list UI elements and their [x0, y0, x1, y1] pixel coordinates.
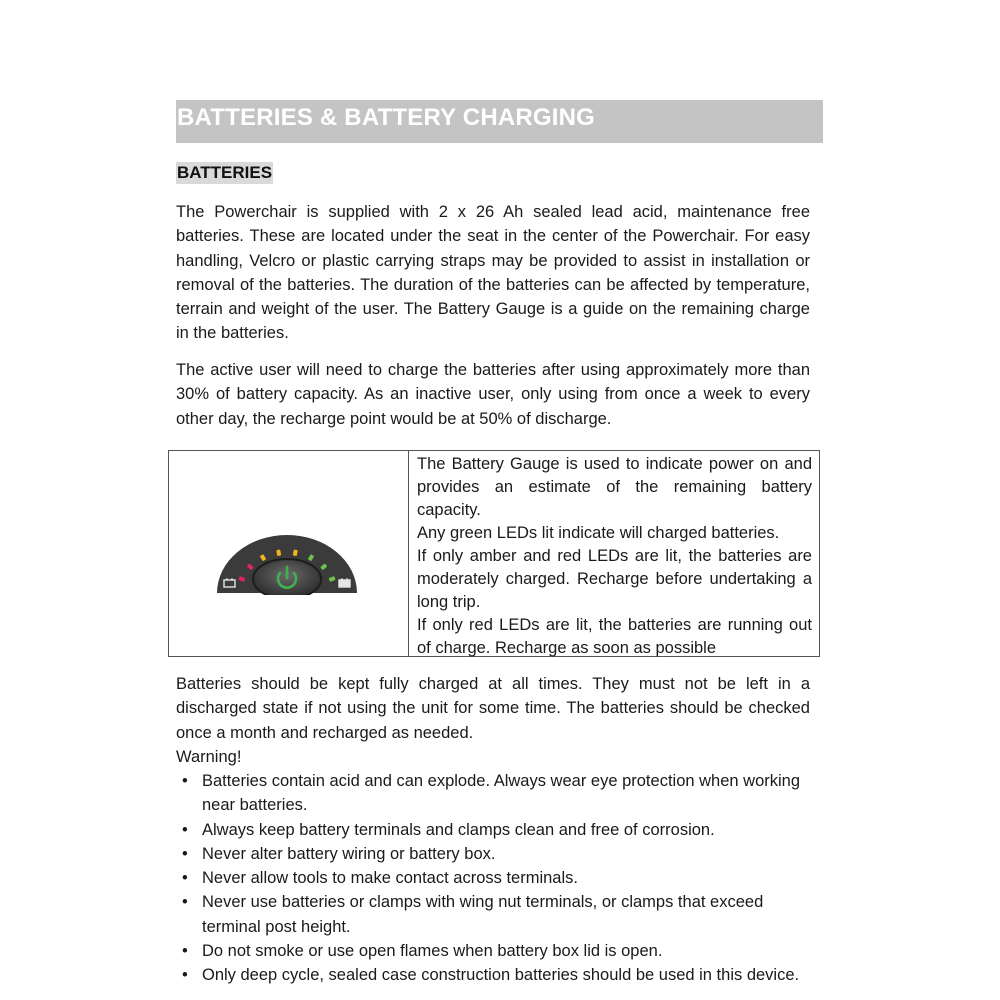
warning-list [176, 769, 816, 988]
gauge-description-line: If only amber and red LEDs are lit, the batteries are moderately charged. Recharge before undertaking a long trip. [417, 547, 812, 611]
battery-gauge-icon [215, 533, 359, 595]
bullet-icon: • [182, 844, 188, 863]
warning-item: • Only deep cycle, sealed case construction batteries should be used in this device. [176, 963, 816, 987]
warning-item: • Never alter battery wiring or battery box. [176, 842, 816, 866]
maintenance-paragraph: Batteries should be kept fully charged at all times. They must not be left in a discharged state if not using the unit for some time. The batteries should be checked once a month and recharged as needed. [176, 675, 810, 742]
warning-item: • Batteries contain acid and can explode. Always wear eye protection when working near batteries. [176, 769, 816, 818]
warning-label: Warning! [176, 748, 242, 766]
bullet-icon: • [182, 869, 188, 888]
bullet-icon: • [182, 820, 188, 839]
bullet-icon: • [182, 772, 188, 790]
bullet-icon: • [182, 893, 188, 912]
section-title-banner [176, 100, 823, 143]
gauge-description-line: Any green LEDs lit indicate will charged batteries. [417, 524, 780, 542]
full-battery-icon [339, 579, 350, 588]
gauge-description-line: The Battery Gauge is used to indicate power on and provides an estimate of the remaining battery capacity. [417, 455, 812, 519]
section-title: BATTERIES & BATTERY CHARGING [177, 104, 596, 131]
warning-item: • Do not smoke or use open flames when battery box lid is open. [176, 939, 816, 963]
warning-item: • Always keep battery terminals and clamps clean and free of corrosion. [176, 818, 816, 842]
bullet-icon: • [182, 966, 188, 985]
gauge-description-line: If only red LEDs are lit, the batteries are running out of charge. Recharge as soon as possible [417, 616, 812, 657]
warning-item: • Never use batteries or clamps with wing nut terminals, or clamps that exceed terminal post height. [176, 890, 816, 939]
usage-paragraph: The active user will need to charge the batteries after using approximately more than 30% of battery capacity. As an inactive user, only using from once a week to every other day, the recharge point would be at 50% of discharge. [176, 361, 810, 428]
bullet-icon: • [182, 942, 188, 961]
warning-item: • Never allow tools to make contact across terminals. [176, 866, 816, 890]
battery-gauge-table [168, 450, 820, 657]
intro-paragraph: The Powerchair is supplied with 2 x 26 Ah sealed lead acid, maintenance free batteries. These are located under the seat in the center of the Powerchair. For easy handling, Velcro or plastic carrying straps may be provided to assist in installation or removal of the batteries. The duration of the batteries can be affected by temperature, terrain and weight of the user. The Battery Gauge is a guide on the remaining charge in the batteries. [176, 203, 810, 343]
subsection-title: BATTERIES [177, 163, 273, 182]
battery-gauge-image-cell [169, 451, 409, 656]
battery-gauge-description [409, 451, 819, 656]
